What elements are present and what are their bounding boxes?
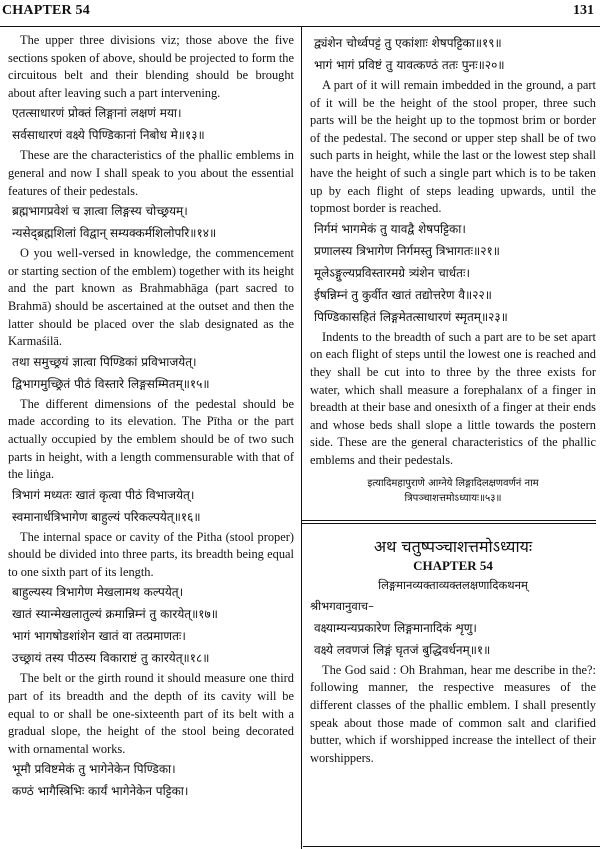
sanskrit-verse: निर्गमं भागमेकं तु यावद्वै शेषपट्टिका। [314,221,466,236]
sanskrit-verse: उच्छ्रायं तस्य पीठस्य विकाराष्टं तु कारयेत्॥१८॥ [12,651,210,666]
sanskrit-verse: बाहुल्यस्य त्रिभागेण मेखलामथ कल्पयेत्। [12,585,184,600]
chapter-subtitle: लिङ्गमानव्यक्ताव्यक्तलक्षणादिकथनम् [378,577,528,592]
chapter-title-devanagari: अथ चतुष्पञ्चाशत्तमोऽध्यायः [373,536,533,556]
colophon [310,476,596,506]
translation-paragraph: O you well-versed in knowledge, the commencement or starting section of the emblem) together with its height and the part known as Brahmabhāga (part sacred to Brahmā) should be ascertained at the outset and then the latter should be placed over the slab designated as the Karmaśilā. [8,246,294,349]
sanskrit-verse: प्रणालस्य त्रिभागेण निर्गमस्तु त्रिभागतः॥२१॥ [314,243,500,258]
right-column-body [310,33,596,470]
sanskrit-verse: सर्वसाधारणं वक्ष्ये पिण्डिकानां निबोध मे॥१३॥ [12,128,205,143]
bottom-rule [303,846,600,847]
sanskrit-verse: मूलेऽङ्गुल्यप्रविस्तारमग्रे त्र्यंशेन चार्धतः। [314,265,470,280]
sanskrit-verse: कण्ठं भागैस्त्रिभिः कार्यं भागेनेकेन पट्टिका। [12,784,189,799]
translation-paragraph: The different dimensions of the pedestal should be made according to its elevation. The Pītha or the part actually occupied by the emblem should be of two such parts in height, with a length commensurable with that of the liṅga. [8,396,294,482]
sanskrit-verse: भागं भागषोडशांशेन खातं वा तत्प्रमाणतः। [12,629,186,644]
colophon-line-2: त्रिपञ्चाशत्तमोऽध्यायः॥५३॥ [404,492,502,504]
page-number: 131 [573,3,594,18]
sanskrit-verse: एतत्साधारणं प्रोक्तं लिङ्गानां लक्षणं मया। [12,106,182,121]
sanskrit-verse: द्विभागमुच्छ्रितं पीठं विस्तारे लिङ्गसम्मितम्॥१५॥ [12,376,210,391]
sanskrit-verse: द्व्यंशेन चोर्ध्वपट्टं तु एकांशाः शेषपट्टिका॥१९॥ [314,36,502,50]
column-divider [301,26,302,849]
sanskrit-verse: भूमौ प्रविष्टमेकं तु भागेनेकेन पिण्डिका। [12,762,176,777]
translation-paragraph: The God said : Oh Brahman, hear me describe in the?: following manner, the respective measures of the different classes of the phallic emblem. I shall presently speak about those made of common salt and clarified butter, which if worshipped increase the intellect of their worshippers. [310,662,596,765]
chapter-separator-rule-thin [302,523,596,524]
sanskrit-verse: वक्ष्याम्यन्यप्रकारेण लिङ्गमानादिकं शृणु। [314,620,477,635]
sanskrit-verse: त्रिभागं मध्यतः खातं कृत्वा पीठं विभाजयेत्। [12,487,195,502]
sanskrit-verse: न्यसेद्ब्रह्मशिलां विद्वान् सम्यक्कर्मशिलोपरि॥१४॥ [12,226,217,241]
sanskrit-verse: पिण्डिकासहितं लिङ्गमेतत्साधारणं स्मृतम्॥२३॥ [314,309,508,324]
sanskrit-verse: वक्ष्ये लवणजं लिङ्गं घृतजं बुद्धिवर्धनम्॥१॥ [314,642,491,657]
chapter-title: CHAPTER 54 [413,558,493,574]
translation-paragraph: The internal space or cavity of the Pitha (stool proper) should be divided into three parts, its breadth being equal to one sixth part of its length. [8,529,294,579]
sanskrit-verse: स्वमानार्धत्रिभागेण बाहुल्यं परिकल्पयेत्॥१६॥ [12,509,201,524]
chapter-opening-body [310,618,596,768]
sanskrit-verse: तथा समुच्छ्रयं ज्ञात्वा पिण्डिकां प्रविभाजयेत्। [12,354,197,369]
sanskrit-verse: ब्रह्मभागप्रवेशं च ज्ञात्वा लिङ्गस्य चोच्छ्रयम्। [12,204,188,219]
right-column [310,32,596,767]
left-column [8,32,294,803]
translation-paragraph: A part of it will remain imbedded in the ground, a part of it will be the height of the stool proper, three such parts will be the height up to the topmost brim or border of the pedestal. The second or upper step shall be of two such parts in height, while the last or the lowest step shall have the height of such a single part which is to be taken up by each flight of steps leading upwards, until the topmost border is reached. [310,78,596,216]
translation-paragraph: The belt or the girth round it should measure one third part of its breadth and the depth of its cavity will be equal to or shall be one-sixteenth part of its belt with a gradual slope, the height of the stool being decorated with ornamental works. [8,671,294,756]
speaker-line: श्रीभगवानुवाच– [310,599,374,614]
sanskrit-verse: भागं भागं प्रविष्टं तु यावत्कण्ठं ततः पुनः॥२०॥ [314,58,505,72]
colophon-line-1: इत्यादिमहापुराणे आग्नेये लिङ्गादिलक्षणवर्णनं नाम [367,477,539,489]
translation-paragraph: The upper three divisions viz; those above the five sections spoken of above, should be projected to form the circuitous belt and their blending should be brought about after leaving such a part intervening. [8,33,294,100]
sanskrit-verse: खातं स्यान्मेखलातुल्यं क्रमान्निम्नं तु कारयेत्॥१७॥ [12,607,218,622]
running-head-chapter: CHAPTER 54 [2,3,90,18]
chapter-separator-rule [302,520,596,521]
translation-paragraph: Indents to the breadth of such a part are to be set apart on each flight of steps until the lowest one is reached and they shall be cut into to three by the three exists for water, which shall measure a forephalanx of a finger in breadth at their base and onesixth of a finger at their ends and whose beds shall slope a little towards the postern side. These are the general characteristics of the phallic emblems and their pedestals. [310,329,596,467]
sanskrit-verse: ईषन्निम्नं तु कुर्वीत खातं तद्योत्तरेण वै॥२२॥ [314,287,492,302]
page-header [0,0,600,27]
translation-paragraph: These are the characteristics of the phallic emblems in general and now I shall speak to you about the essential features of their pedestals. [8,148,294,198]
